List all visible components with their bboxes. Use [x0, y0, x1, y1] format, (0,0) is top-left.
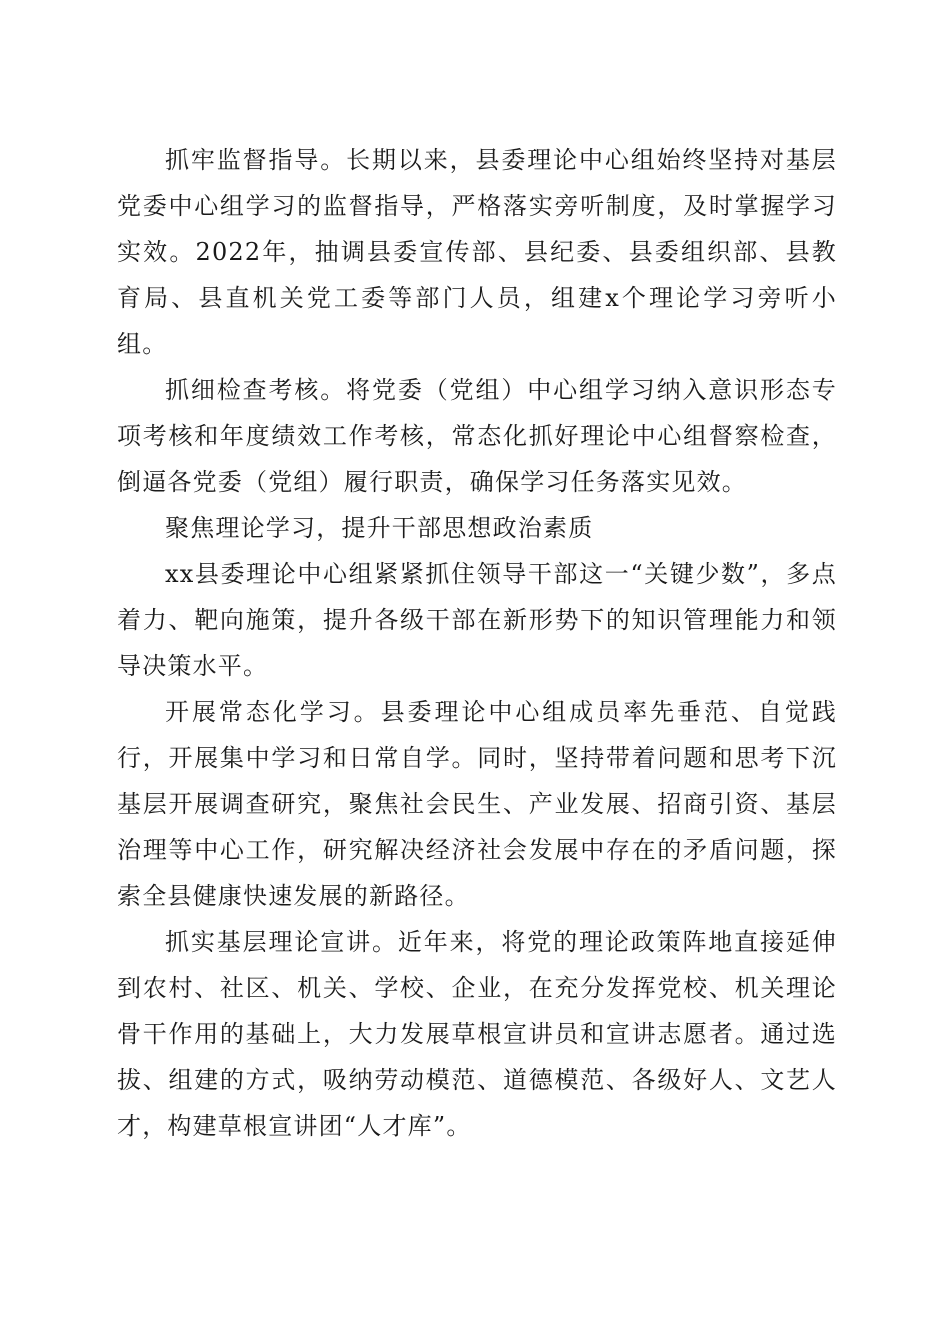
section-heading: 聚焦理论学习，提升干部思想政治素质 — [165, 514, 594, 542]
document-page — [117, 137, 837, 1149]
paragraph-supervision: 抓牢监督指导。长期以来，县委理论中心组始终坚持对基层党委中心组学习的监督指导，严格落实旁听制度，及时掌握学习实效。2022年，抽调县委宣传部、县纪委、县委组织部、县教育局、县直机关党工委等部门人员，组建x个理论学习旁听小组。 — [117, 146, 837, 358]
paragraph-intro: xx县委理论中心组紧紧抓住领导干部这一“关键少数”，多点着力、靶向施策，提升各级干部在新形势下的知识管理能力和领导决策水平。 — [117, 560, 837, 680]
paragraph-regular-study: 开展常态化学习。县委理论中心组成员率先垂范、自觉践行，开展集中学习和日常自学。同时，坚持带着问题和思考下沉基层开展调查研究，聚焦社会民生、产业发展、招商引资、基层治理等中心工作，研究解决经济社会发展中存在的矛盾问题，探索全县健康快速发展的新路径。 — [117, 698, 837, 910]
paragraph-inspection: 抓细检查考核。将党委（党组）中心组学习纳入意识形态专项考核和年度绩效工作考核，常态化抓好理论中心组督察检查，倒逼各党委（党组）履行职责，确保学习任务落实见效。 — [117, 376, 837, 496]
paragraph-grassroots-lectures: 抓实基层理论宣讲。近年来，将党的理论政策阵地直接延伸到农村、社区、机关、学校、企业，在充分发挥党校、机关理论骨干作用的基础上，大力发展草根宣讲员和宣讲志愿者。通过选拔、组建的方式，吸纳劳动模范、道德模范、各级好人、文艺人才，构建草根宣讲团“人才库”。 — [117, 928, 837, 1140]
